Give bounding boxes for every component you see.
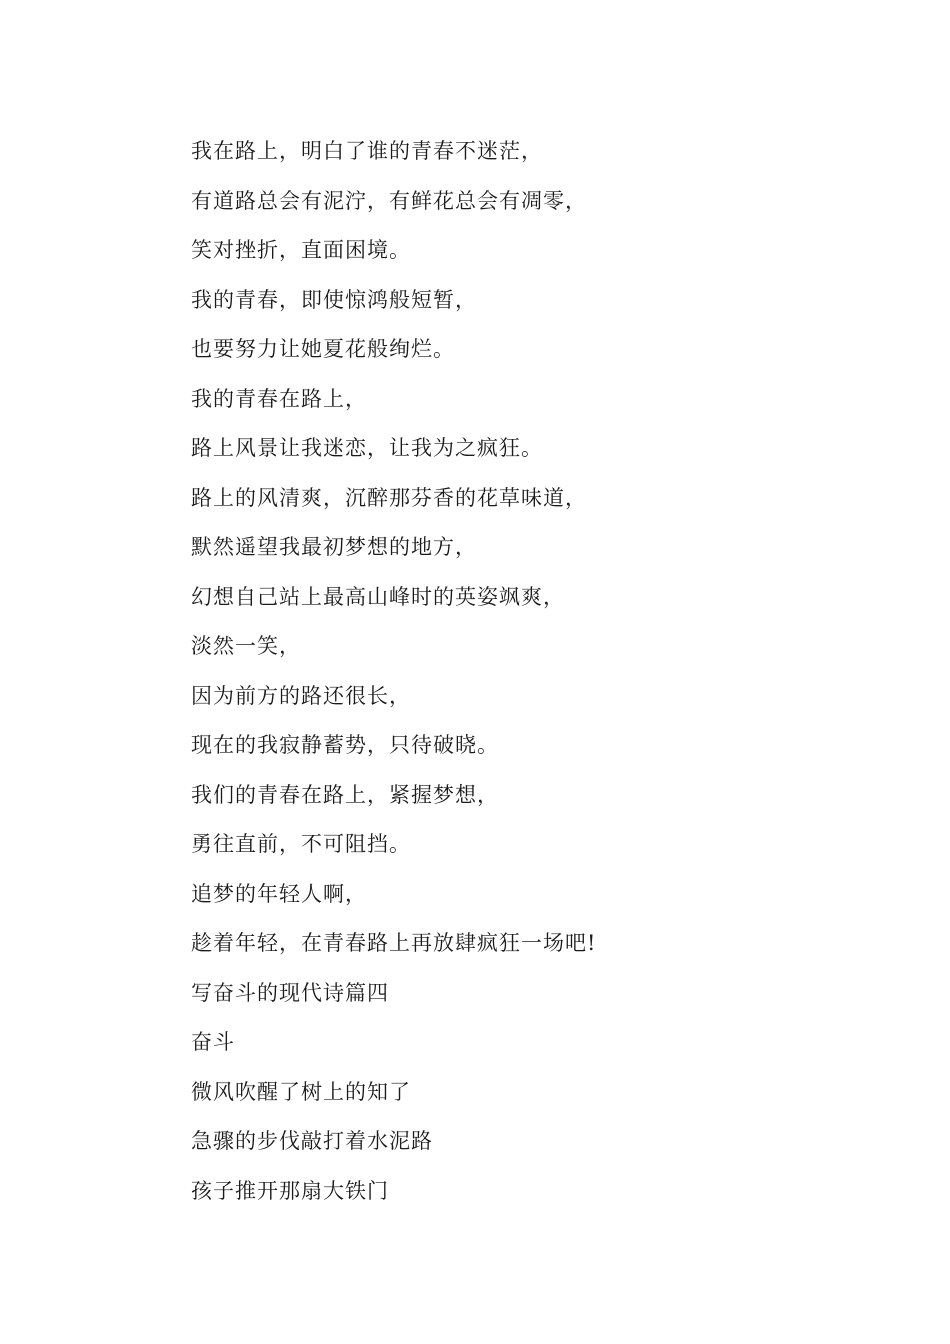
text-line: 默然遥望我最初梦想的地方， [191,535,477,559]
text-line: 趁着年轻，在青春路上再放肆疯狂一场吧! [191,931,597,955]
text-line: 微风吹醒了树上的知了 [191,1079,411,1104]
poem-text-block [191,134,891,1223]
text-line: 我在路上，明白了谁的青春不迷茫， [191,139,543,163]
text-line: 路上风景让我迷恋，让我为之疯狂。 [191,436,543,460]
text-line: 我的青春在路上， [191,386,367,411]
text-line: 淡然一笑， [191,634,301,658]
text-line: 因为前方的路还很长， [191,683,411,708]
section-heading: 写奋斗的现代诗篇四 [191,980,389,1005]
text-line: 孩子推开那扇大铁门 [191,1178,389,1203]
text-line: 我们的青春在路上，紧握梦想， [191,782,499,807]
text-line: 笑对挫折，直面困境。 [191,238,411,262]
text-line: 急骤的步伐敲打着水泥路 [191,1129,433,1153]
text-line: 幻想自己站上最高山峰时的英姿飒爽， [191,584,565,609]
text-line: 有道路总会有泥泞，有鲜花总会有凋零， [191,188,587,213]
poem-title: 奋斗 [191,1030,235,1054]
text-line: 追梦的年轻人啊， [191,881,367,906]
text-line: 勇往直前，不可阻挡。 [191,832,411,856]
text-line: 我的青春，即使惊鸿般短暂， [191,287,477,312]
text-line: 也要努力让她夏花般绚烂。 [191,337,455,361]
text-line: 现在的我寂静蓄势，只待破晓。 [191,733,499,757]
text-line: 路上的风清爽，沉醉那芬香的花草味道， [191,485,587,510]
